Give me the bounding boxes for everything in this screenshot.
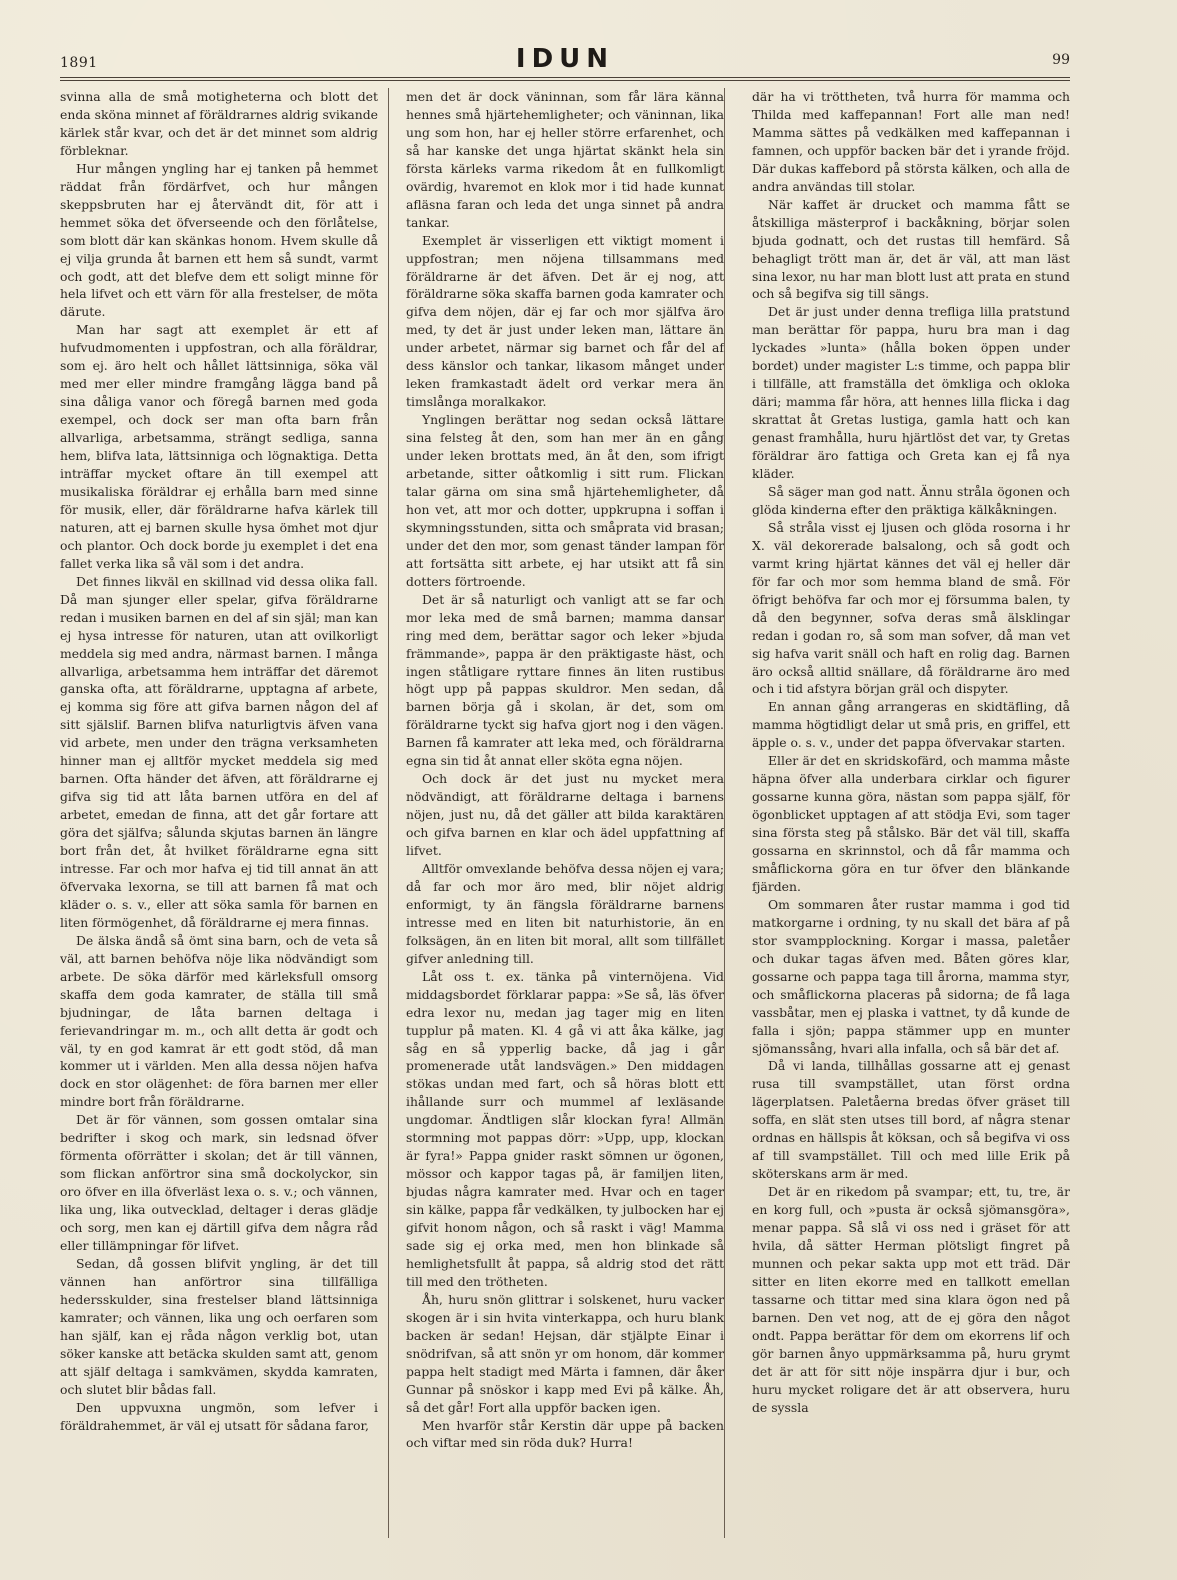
masthead-title: IDUN bbox=[515, 44, 615, 74]
paragraph: Om sommaren åter rustar mamma i god tid matkorgarne i ordning, ty nu skall det bära af på stor svampplockning. Korgar i massa, paletåer och dukar tagas äfven med. Båten göres klar, gossarne och pappa taga till årorna, mamma styr, och småflickorna placeras på sidorna; de få laga vassbåtar, men ej plaska i vattnet, ty då kunde de falla i sjön; pappa stämmer upp en munter sjömanssång, hvari alla infalla, och så bär det af. bbox=[752, 896, 1070, 1056]
paragraph: Alltför omvexlande behöfva dessa nöjen ej vara; då far och mor äro med, blir nöjet aldrig enformigt, ty än fängsla föräldrarne barnens intresse med en liten bit naturhistorie, än en folksägen, än en liten bit moral, allt som tillfället gifver anledning till. bbox=[406, 860, 724, 966]
paragraph: Det finnes likväl en skillnad vid dessa olika fall. Då man sjunger eller spelar, gifva föräldrarne redan i musiken barnen en del af sin själ; man kan ej hysa intresse för naturen, utan att ovilkorligt meddela sig med andra, närmast barnen. I många allvarliga, arbetsamma hem inträffar det däremot ganska ofta, att föräldrarne, upptagna af arbete, ej komma sig före att gifva barnen någon del af sitt själslif. Barnen blifva naturligtvis äfven vana vid arbete, men under den trägna verksamheten hinner man ej alltför mycket meddela sig med barnen. Ofta händer det äfven, att föräldrarne ej gifva sig tid att låta barnen utföra en del af arbetet, emedan de finna, att det går fortare att göra det själfva; sålunda skjutas barnen än längre bort från det, åt hvilket föräldrarne egna sitt intresse. Far och mor hafva ej tid till annat än att öfvervaka lexorna, se till att barnen få mat och kläder o. s. v., eller att söka samla för barnen en liten förmögenhet, då föräldrarne ej mera finnas. bbox=[60, 573, 378, 930]
paragraph: Och dock är det just nu mycket mera nödvändigt, att föräldrarne deltaga i barnens nöjen, just nu, då det gäller att bilda karaktären och gifva barnen en klar och ädel uppfattning af lifvet. bbox=[406, 771, 724, 859]
paragraph: Åh, huru snön glittrar i solskenet, huru vacker skogen är i sin hvita vinterkappa, och huru blank backen är sedan! Hejsan, där stjälpte Einar i snödrifvan, så att snön yr om honom, där kommer pappa helt stadigt med Märta i famnen, där åker Gunnar på snöskor i kapp med Evi på kälke. Åh, så det går! Fort alla uppför backen igen. bbox=[406, 1291, 724, 1415]
paragraph: Det är så naturligt och vanligt att se far och mor leka med de små barnen; mamma dansar ring med dem, berättar sagor och leker »bjuda främmande», pappa är den präktigaste häst, och ingen ståtligare ryttare finnes än liten rustibus högt upp på pappas skuldror. Men sedan, då barnen börja gå i skolan, är det, som om föräldrarne tyckt sig hafva gjort nog i den vägen. Barnen få kamrater att leka med, och föräldrarna egna sin tid åt annat eller sköta egna nöjen. bbox=[406, 591, 724, 769]
paragraph: Men hvarför står Kerstin där uppe på backen och viftar med sin röda duk? Hurra! bbox=[406, 1417, 724, 1451]
page-number: 99 bbox=[1052, 52, 1070, 68]
paragraph: Den uppvuxna ungmön, som lefver i föräldrahemmet, är väl ej utsatt för sådana faror, bbox=[60, 1399, 378, 1433]
paragraph: De älska ändå så ömt sina barn, och de veta så väl, att barnen behöfva nöje lika nödvändigt som arbete. De söka därför med kärleksfull omsorg skaffa dem goda kamrater, de ställa till små bjudningar, de låta barnen deltaga i ferievandringar m. m., och allt detta är godt och väl, ty en god kamrat är ett godt stöd, då man kommer ut i världen. Men alla dessa nöjen hafva dock en stor olägenhet: de föra barnen mer eller mindre bort från föräldrarne. bbox=[60, 932, 378, 1110]
column-3 bbox=[752, 88, 1070, 1543]
page-header bbox=[60, 44, 1070, 74]
paragraph: Det är just under denna trefliga lilla pratstund man berättar för pappa, huru bra man i dag lyckades »lunta» (hålla boken öppen under bordet) under magister L:s timme, och pappa blir i tillfälle, att framställa det ömkliga och okloka däri; mamma får höra, att hennes lilla flicka i dag skrattat åt Gretas lustiga, gamla hatt och kan genast framhålla, huru hjärtlöst det var, ty Gretas föräldrar äro fattiga och Greta kan ej få nya kläder. bbox=[752, 304, 1070, 482]
column-1 bbox=[60, 88, 378, 1543]
paragraph: svinna alla de små motigheterna och blott det enda sköna minnet af föräldrarnes aldrig svikande kärlek står kvar, och det är det minnet som aldrig förbleknar. bbox=[60, 89, 378, 158]
paragraph: När kaffet är drucket och mamma fått se åtskilliga mästerprof i backåkning, börjar solen bjuda godnatt, och det rustas till hemfärd. Så behagligt trött man är, det är väl, att man läst sina lexor, nu har man blott lust att prata en stund och så begifva sig till sängs. bbox=[752, 196, 1070, 302]
paragraph: Exemplet är visserligen ett viktigt moment i uppfostran; men nöjena tillsammans med föräldrarne är det äfven. Det är ej nog, att föräldrarne söka skaffa barnen goda kamrater och gifva dem nöjen, där ej far och mor själfva äro med, ty det är just under leken man, lättare än under arbetet, närmar sig barnet och får del af dess känslor och tankar, likasom månget under leken framkastadt ädelt ord verkar mera än timslånga moralkakor. bbox=[406, 232, 724, 410]
paragraph: En annan gång arrangeras en skidtäfling, då mamma högtidligt delar ut små pris, en griffel, ett äpple o. s. v., under det pappa öfvervakar starten. bbox=[752, 699, 1070, 751]
header-rule-thin bbox=[60, 80, 1070, 81]
paragraph: Då vi landa, tillhållas gossarne att ej genast rusa till svampstället, utan först ordna lägerplatsen. Paletåerna bredas öfver gräset till soffa, en slät sten utses till bord, af några stenar ordnas en hällspis åt köksan, och så begifva vi oss af till svampstället. Till och med lille Erik på sköterskans arm är med. bbox=[752, 1058, 1070, 1182]
paragraph: men det är dock väninnan, som får lära känna hennes små hjärtehemligheter; och väninnan, lika ung som hon, har ej heller större erfarenhet, och så har kanske det unga hjärtat skänkt hela sin första kärleks varma rikedom åt en fullkomligt ovärdig, hvaremot en klok mor i tid hade kunnat afläsna faran och leda det unga sinnet på andra tankar. bbox=[406, 89, 724, 230]
paragraph: Det är en rikedom på svampar; ett, tu, tre, är en korg full, och »pusta är också sjömansgöra», menar pappa. Så slå vi oss ned i gräset för att hvila, då sätter Herman plötsligt fingret på munnen och pekar sakta upp mot ett träd. Där sitter en liten ekorre med en tallkott emellan tassarne och tittar med sina klara ögon ned på barnen. Den vet nog, att de ej göra den något ondt. Pappa berättar för dem om ekorrens lif och gör barnen ånyo uppmärksamma på, huru grymt det är att för sitt nöje inspärra djur i bur, och huru mycket roligare det är att observera, huru de syssla bbox=[752, 1184, 1070, 1415]
paragraph: Så stråla visst ej ljusen och glöda rosorna i hr X. väl dekorerade balsalong, och så godt och varmt kring hjärtat kännes det väl ej heller där för far och mor som hemma bland de små. För öfrigt behöfva far och mor ej försumma balen, ty då den begynner, sofva deras små älsklingar redan i godan ro, så som man sofver, då man vet sig hafva varit snäll och haft en rolig dag. Barnen äro också alltid snällare, då föräldrarne äro med och i tid afstyra början gräl och dispyter. bbox=[752, 519, 1070, 697]
paragraph: Det är för vännen, som gossen omtalar sina bedrifter i skog och mark, sin ledsnad öfver förmenta oförrätter i skolan; det är till vännen, som flickan anförtror sina små dockolyckor, sin oro öfver en illa öfverläst lexa o. s. v.; och vännen, lika ung, lika outvecklad, deltager i deras glädje och sorg, men kan ej därtill gifva dem några råd eller tillämpningar för lifvet. bbox=[60, 1112, 378, 1253]
page-year: 1891 bbox=[60, 55, 98, 71]
paragraph: Hur mången yngling har ej tanken på hemmet räddat från fördärfvet, och hur mången skeppsbruten har ej återvändt dit, för att i hemmet söka det öfverseende och den förlåtelse, som blott där kan skänkas honom. Hvem skulle då ej vilja grunda åt barnen ett hem så sundt, varmt och godt, att det blefve dem ett soligt minne för hela lifvet och ett värn för alla frestelser, de möta därute. bbox=[60, 160, 378, 320]
column-2 bbox=[406, 88, 724, 1543]
paragraph: Så säger man god natt. Ännu stråla ögonen och glöda kinderna efter den präktiga kälkåkningen. bbox=[752, 483, 1070, 517]
paragraph: Ynglingen berättar nog sedan också lättare sina felsteg åt den, som han mer än en gång under leken brottats med, än åt den, som ifrigt arbetande, sitter oåtkomlig i sitt rum. Flickan talar gärna om sina små hjärtehemligheter, då hon vet, att mor och dotter, uppkrupna i soffan i skymningsstunden, sitta och småprata vid brasan; under det den mor, som genast tänder lampan för att fortsätta sitt arbete, ej har utsikt att få sin dotters förtroende. bbox=[406, 412, 724, 589]
header-rule bbox=[60, 77, 1070, 78]
paragraph: Man har sagt att exemplet är ett af hufvudmomenten i uppfostran, och alla föräldrar, som ej. äro helt och hållet lättsinniga, söka väl med mer eller mindre framgång lägga band på sina dåliga vanor och föregå barnen med goda exempel, och dock ser man ofta barn från allvarliga, arbetsamma, strängt sedliga, sanna hem, blifva lata, lättsinniga och lögnaktiga. Detta inträffar mycket oftare än till exempel att musikaliska föräldrar ej erhålla barn med sinne för musik, eller, där föräldrarne hafva kärlek till naturen, att ej barnen skulle hysa ömhet mot djur och plantor. Och dock borde ju exemplet i det ena fallet verka lika så väl som i det andra. bbox=[60, 322, 378, 571]
text-columns bbox=[60, 88, 1070, 1543]
paragraph: Eller är det en skridskofärd, och mamma måste häpna öfver alla underbara cirklar och figurer gossarne kunna göra, nästan som pappa själf, för ögonblicket upptagen af att stödja Evi, som tager sina första steg på stålsko. Bär det väl till, skaffa gossarna en skrinnstol, och då får mamma och småflickorna göra en tur öfver den blänkande fjärden. bbox=[752, 753, 1070, 894]
paragraph: där ha vi tröttheten, två hurra för mamma och Thilda med kaffepannan! Fort alle man ned! Mamma sättes på vedkälken med kaffepannan i famnen, och uppför backen bär det i yrande fröjd. Där dukas kaffebord på största kälken, och alla de andra användas till stolar. bbox=[752, 89, 1070, 194]
paragraph: Låt oss t. ex. tänka på vinternöjena. Vid middagsbordet förklarar pappa: »Se så, läs öfver edra lexor nu, medan jag tager mig en liten tupplur på maten. Kl. 4 gå vi att åka kälke, jag såg en så ypperlig backe, då jag i går promenerade utåt landsvägen.» Den middagen stökas undan med fart, och så höras blott ett ihållande surr och mummel af lexläsande ungdomar. Ändtligen slår klockan fyra! Allmän stormning mot pappas dörr: »Upp, upp, klockan är fyra!» Pappa gnider raskt sömnen ur ögonen, mössor och kappor tagas på, är familjen liten, bjudas några kamrater med. Hvar och en tager sin kälke, pappa får vedkälken, ty julbocken har ej gifvit honom någon, och så raskt i väg! Mamma sade sig ej orka med, men hon blinkade så hemlighetsfullt åt pappa, så aldrig stod det rätt till med den trötheten. bbox=[406, 968, 724, 1289]
paragraph: Sedan, då gossen blifvit yngling, är det till vännen han anförtror sina tillfälliga hedersskulder, sina frestelser bland lättsinniga kamrater; och vännen, lika ung och oerfaren som han själf, kan ej råda någon verklig bot, utan söker kanske att betäcka skulden samt att, genom att själf deltaga i samkvämen, skydda kamraten, och slutet blir bådas fall. bbox=[60, 1255, 378, 1397]
